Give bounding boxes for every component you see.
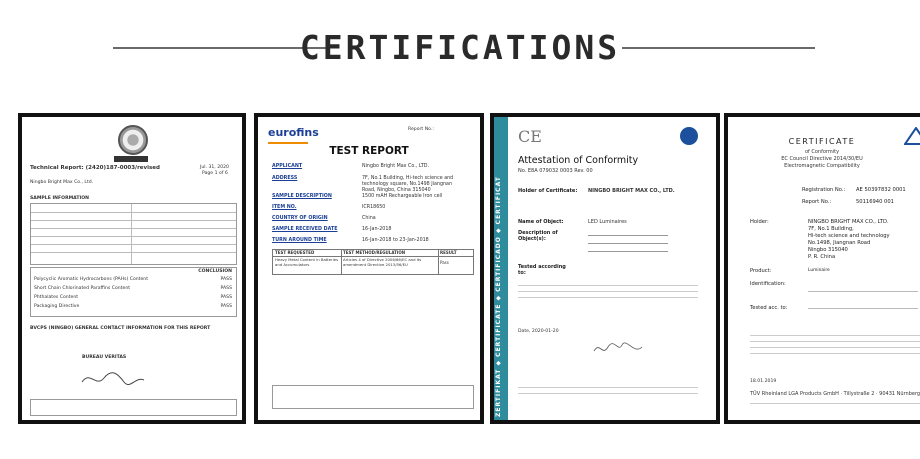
- identification-label: Identification:: [750, 281, 786, 287]
- certificate-scope: Electromagnetic Compatibility: [784, 163, 860, 169]
- certificate-title: CERTIFICATE: [788, 137, 856, 146]
- field-value: 16-Jan-2018: [362, 227, 392, 232]
- report-number-label: Report No.:: [408, 127, 434, 132]
- certificate-tuv-attestation[interactable]: [490, 113, 720, 424]
- report-label: Technical Report:: [30, 165, 84, 171]
- test-result: PASS: [220, 277, 232, 282]
- holder-label: Holder:: [750, 219, 769, 225]
- certificate-paper: [494, 117, 716, 420]
- footer-organization: BUREAU VERITAS: [82, 355, 127, 360]
- table-head: RESULT: [440, 250, 457, 255]
- field-label: ITEM NO.: [272, 205, 297, 210]
- attestation-number: No. E8A 079032 0003 Rev. 00: [518, 168, 593, 174]
- field-label: ADDRESS: [272, 176, 298, 181]
- holder-address: No.1498, Jiangnan Road: [808, 240, 871, 246]
- certificate-tuv-ce[interactable]: [724, 113, 920, 424]
- report-page: Page 1 of 6: [202, 171, 228, 176]
- registration-label: Registration No.:: [802, 187, 846, 193]
- test-table: [272, 249, 474, 275]
- field-label: APPLICANT: [272, 164, 303, 169]
- eurofins-logo: eurofins: [268, 126, 319, 139]
- report-label: Report No.:: [802, 199, 832, 205]
- banner: [0, 0, 920, 100]
- field-value: 7F, No.1 Building, Hi-tech science and technology square, No.1498 Jiangnan Road, Ningbo, China 315040: [362, 176, 454, 193]
- table-cell: Heavy Metal Content in Batteries and Accumulators: [275, 257, 339, 267]
- certificate-directive: EC Council Directive 2014/30/EU: [781, 156, 863, 162]
- product-value: Luminaire: [808, 268, 830, 273]
- certificate-footer: TÜV Rheinland LGA Products GmbH · Tillystraße 2 · 90431 Nürnberg: [750, 391, 920, 397]
- disclaimer-box: [30, 399, 237, 416]
- conclusion-heading: CONCLUSION: [198, 269, 232, 274]
- conclusion-table: [30, 267, 237, 317]
- applicant: Ningbo Bright Max Co., Ltd.: [30, 180, 94, 185]
- table-cell: Pass: [440, 260, 449, 265]
- eurofins-logo-bar: [268, 142, 308, 144]
- certificate-paper: [22, 117, 242, 420]
- table-head: TEST REQUESTED: [275, 250, 315, 255]
- certificate-paper: [728, 117, 920, 420]
- report-number: 50116940 001: [856, 199, 894, 205]
- object-value: LED Luminaires: [588, 219, 627, 225]
- date-label: Date,: [518, 329, 531, 334]
- table-cell: Articles 4 of Directive 2006/66/EC and its amendment Directive 2013/56/EU: [343, 257, 422, 267]
- test-item: Short Chain Chlorinated Paraffins Content: [34, 286, 131, 291]
- table-head: TEST METHOD/REGULATION: [343, 250, 406, 255]
- report-date: Jul. 31, 2020: [200, 165, 229, 170]
- field-label: COUNTRY OF ORIGIN: [272, 216, 328, 221]
- certificate-eurofins[interactable]: [254, 113, 484, 424]
- section-heading: SAMPLE INFORMATION: [30, 196, 89, 201]
- bureau-veritas-seal-icon: [118, 125, 148, 155]
- registration-number: AE 50397832 0001: [856, 187, 906, 193]
- holder-address: Hi-tech science and technology: [808, 233, 890, 239]
- certificate-subtitle: of Conformity: [804, 149, 840, 155]
- report-number: (2420)187-0003/revised: [85, 165, 160, 171]
- test-result: PASS: [220, 286, 232, 291]
- report-title: TEST REPORT: [329, 145, 409, 157]
- holder-address: P. R. China: [808, 254, 836, 260]
- certificate-paper: [258, 117, 480, 420]
- field-value: 1500 mAH Rechargeable Iron cell: [362, 194, 443, 199]
- test-result: PASS: [220, 295, 232, 300]
- field-label: TURN AROUND TIME: [272, 238, 327, 243]
- holder-address: Ningbo 315040: [808, 247, 848, 253]
- tuv-logo-icon: [904, 127, 920, 145]
- title-rule-right: [622, 47, 815, 49]
- tested-label: Tested according to:: [518, 264, 566, 276]
- footer-heading: BVCPS (NINGBO) GENERAL CONTACT INFORMATION FOR THIS REPORT: [30, 326, 211, 331]
- field-value: China: [362, 216, 376, 221]
- test-item: Phthalates Content: [34, 295, 79, 300]
- holder-address: 7F, No.1 Building,: [808, 226, 854, 232]
- tested-label: Tested acc. to:: [750, 305, 788, 311]
- test-item: Packaging Directive: [34, 304, 80, 309]
- field-value: Ningbo Bright Max Co., LTD.: [362, 164, 429, 169]
- field-label: SAMPLE RECEIVED DATE: [272, 227, 338, 232]
- test-result: PASS: [220, 304, 232, 309]
- field-value: ICR18650: [362, 205, 386, 210]
- sample-info-table: [30, 203, 237, 265]
- strip-text: ZERTIFIKAT ◆ CERTIFICATE ◆ CERTIFICADO ◆ CERTIFICAT: [495, 176, 502, 417]
- bureau-veritas-bar: [114, 156, 148, 162]
- ce-mark-icon: CE: [518, 127, 542, 146]
- description-label: Description of Object(s):: [518, 230, 558, 242]
- product-label: Product:: [750, 268, 772, 274]
- certificate-bureau-veritas[interactable]: [18, 113, 246, 424]
- signature-icon: [78, 368, 148, 390]
- field-value: 16-Jan-2018 to 23-Jan-2018: [362, 238, 429, 243]
- holder-label: Holder of Certificate:: [518, 188, 578, 194]
- report-footer-box: [272, 385, 474, 409]
- test-item: Polycyclic Aromatic Hydrocarbons (PAHs) Content: [34, 277, 149, 282]
- holder-name: NINGBO BRIGHT MAX CO., LTD.: [808, 219, 889, 225]
- object-label: Name of Object:: [518, 219, 564, 225]
- certificate-date: 18.01.2019: [750, 379, 777, 384]
- date-value: 2020-01-20: [531, 329, 559, 334]
- holder-value: NINGBO BRIGHT MAX CO., LTD.: [588, 188, 675, 194]
- attestation-title: Attestation of Conformity: [518, 155, 639, 166]
- page-title: CERTIFICATIONS: [299, 28, 621, 67]
- tuv-logo-icon: [680, 127, 698, 145]
- certificate-side-strip: [494, 117, 508, 420]
- signature-icon: [592, 339, 644, 359]
- field-label: SAMPLE DESCRIPTION: [272, 194, 332, 199]
